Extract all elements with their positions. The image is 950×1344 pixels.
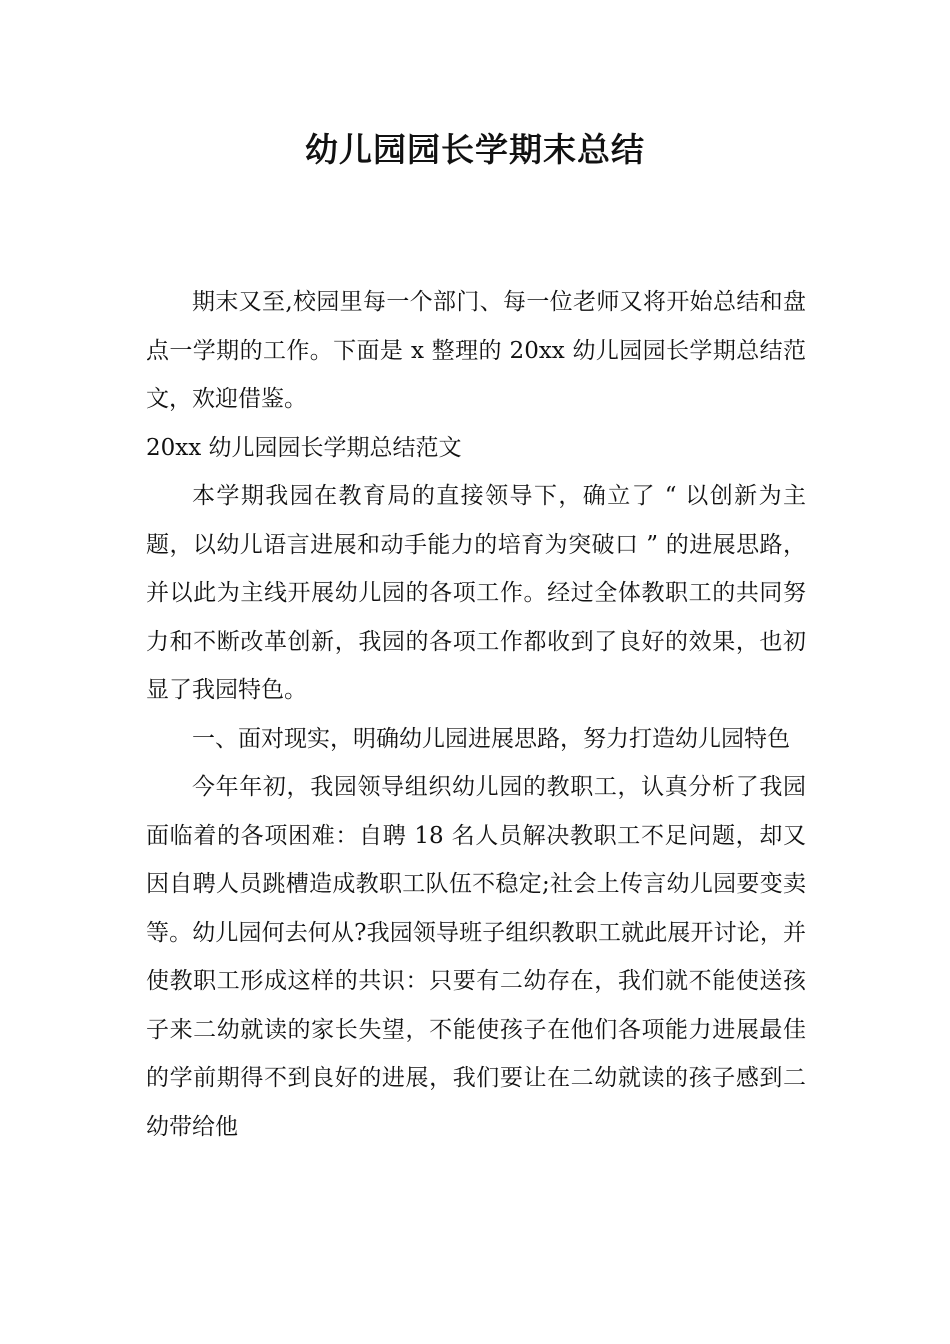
- document-body: [146, 278, 806, 1151]
- intro-paragraph: 期末又至,校园里每一个部门、每一位老师又将开始总结和盘点一学期的工作。下面是 x 整理的 20xx 幼儿园园长学期总结范文，欢迎借鉴。: [146, 289, 806, 412]
- body-paragraph-overview: 本学期我园在教育局的直接领导下，确立了 “ 以创新为主题，以幼儿语言进展和动手能力的培育为突破口 ” 的进展思路，并以此为主线开展幼儿园的各项工作。经过全体教职工的共同努力和不断改革创新，我园的各项工作都收到了良好的效果，也初显了我园特色。: [146, 483, 806, 703]
- body-paragraph-section-one: 今年年初，我园领导组织幼儿园的教职工，认真分析了我园面临着的各项困难：自聘 18 名人员解决教职工不足问题，却又因自聘人员跳槽造成教职工队伍不稳定;社会上传言幼儿园要变卖等。幼儿园何去何从?我园领导班子组织教职工就此展开讨论，并使教职工形成这样的共识：只要有二幼存在，我们就不能使送孩子来二幼就读的家长失望，不能使孩子在他们各项能力进展最佳的学前期得不到良好的进展，我们要让在二幼就读的孩子感到二幼带给他: [146, 774, 806, 1140]
- subtitle-line: 20xx 幼儿园园长学期总结范文: [146, 434, 462, 461]
- document-title: 幼儿园园长学期末总结: [305, 130, 645, 169]
- section-heading-one: 一、面对现实，明确幼儿园进展思路，努力打造幼儿园特色: [192, 725, 790, 752]
